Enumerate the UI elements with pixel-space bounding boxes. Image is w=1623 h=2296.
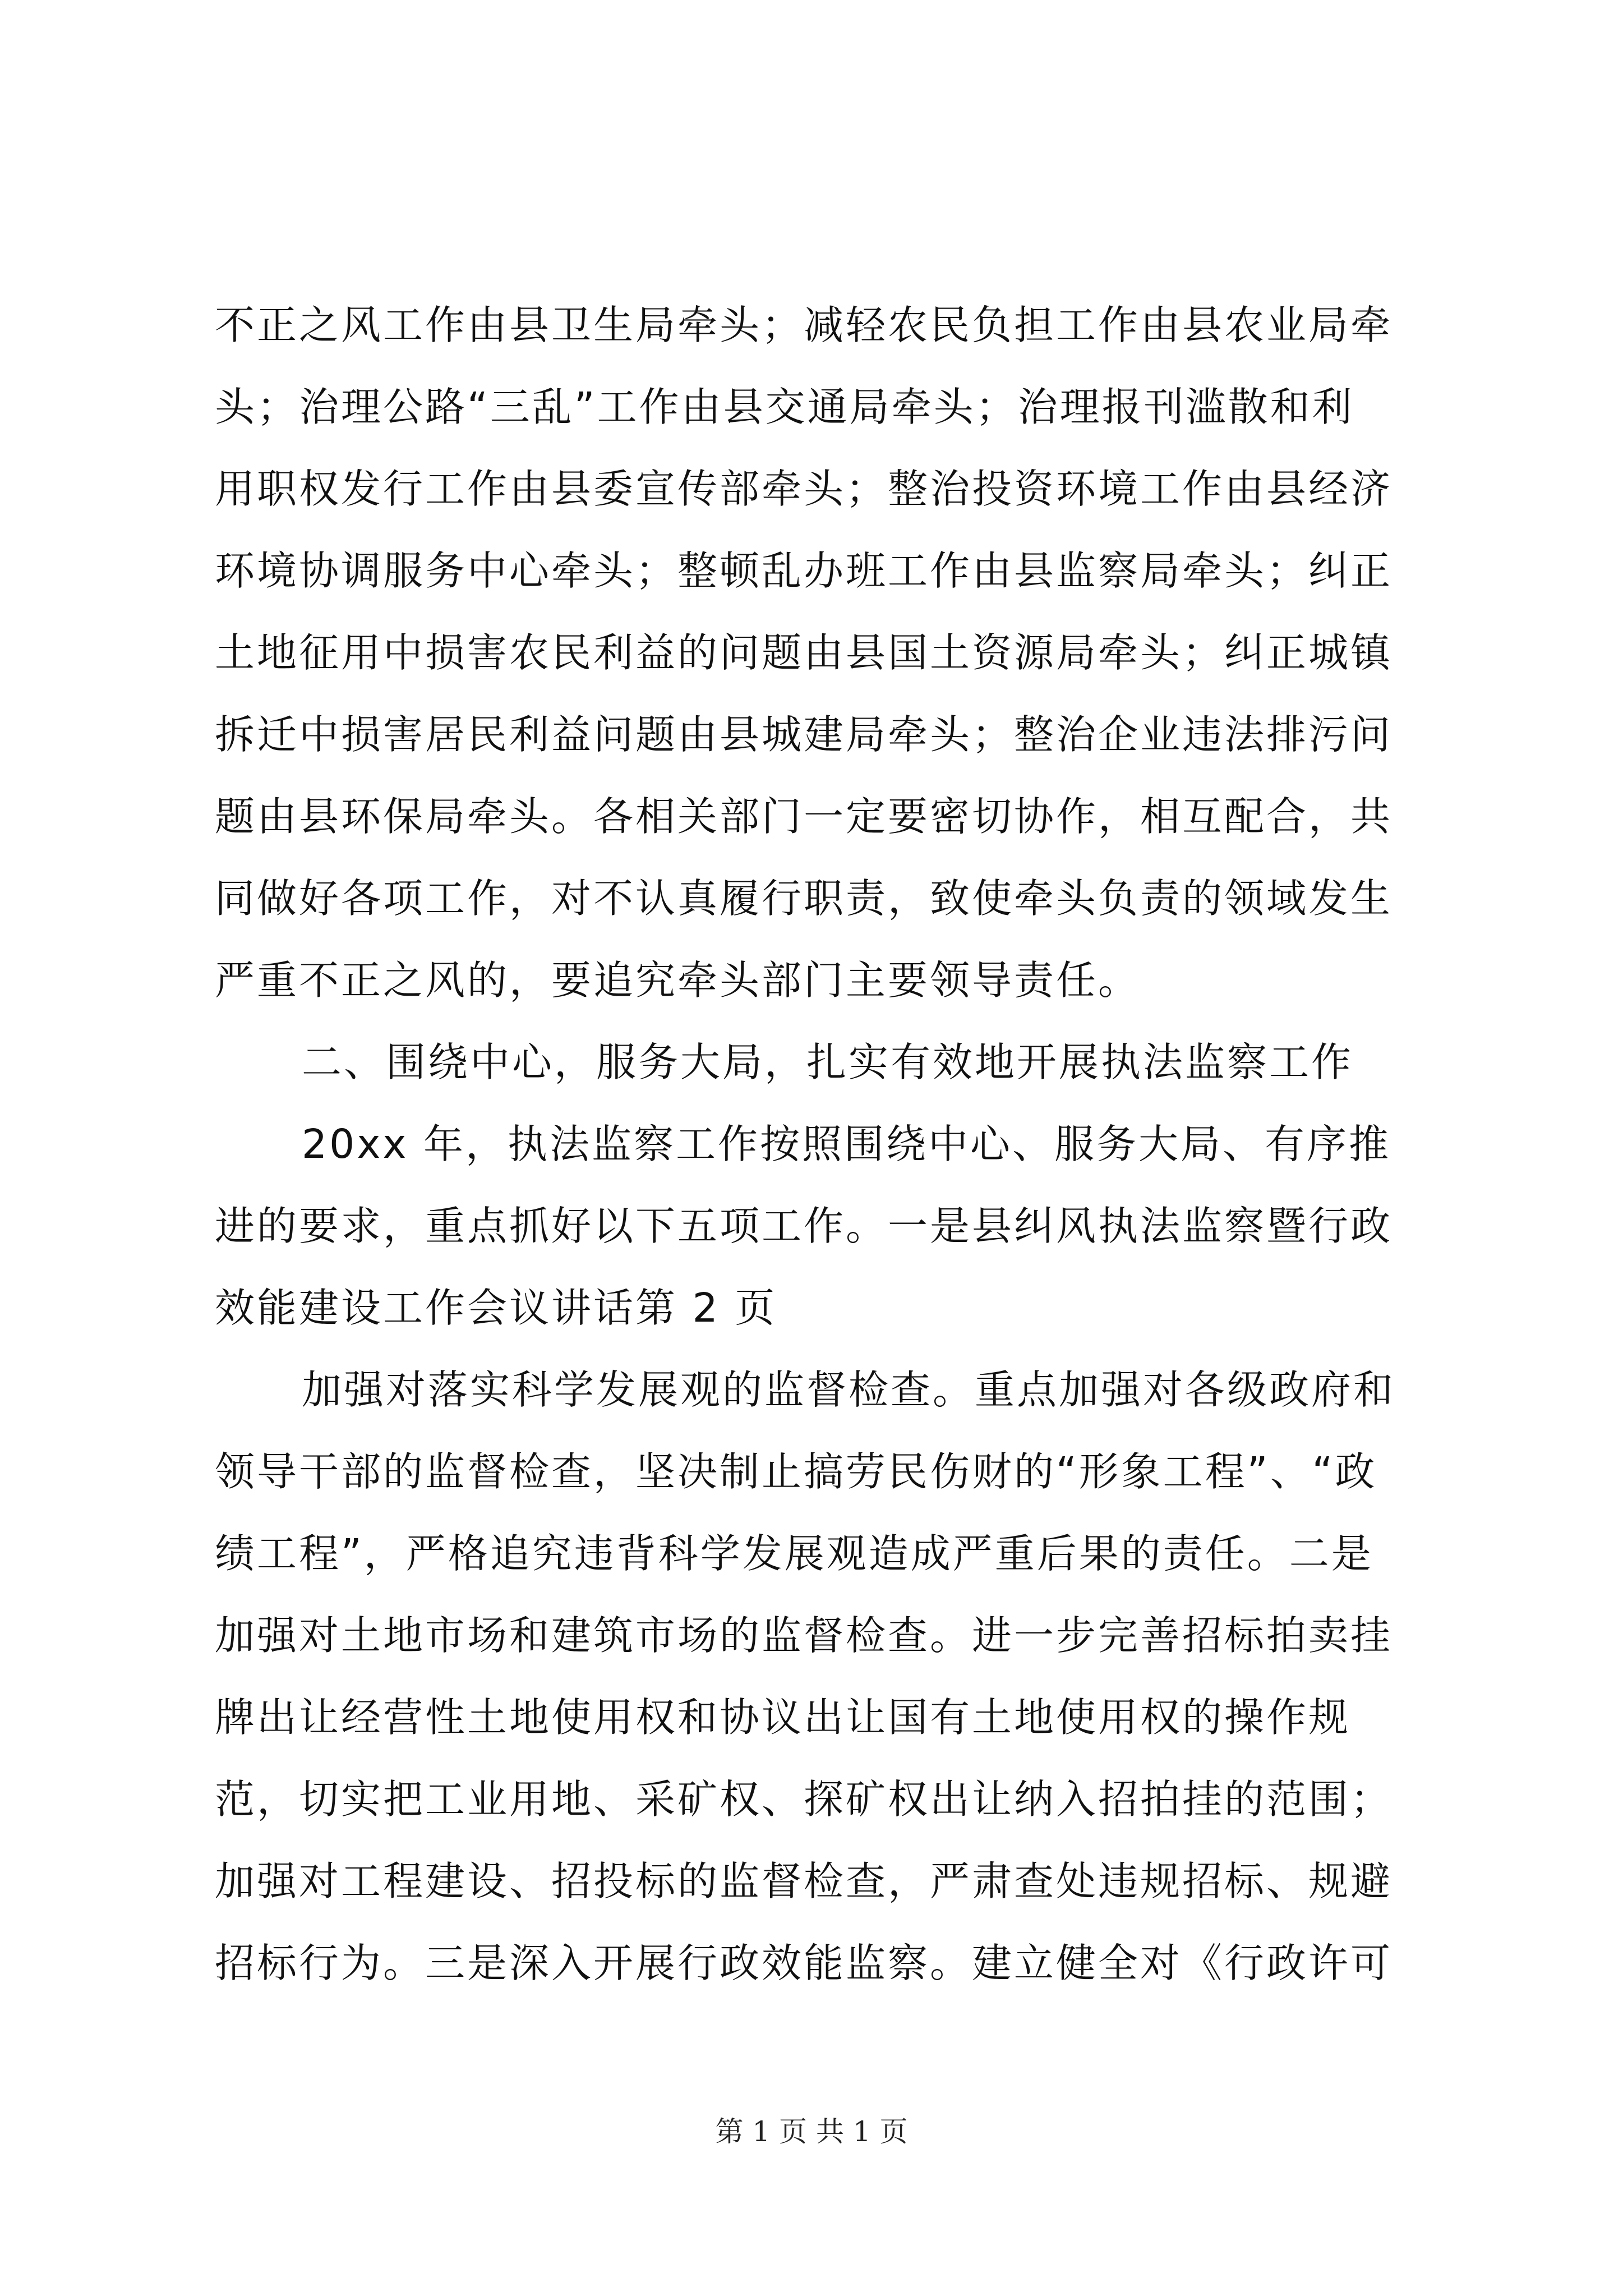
text-line: 20xx 年，执法监察工作按照围绕中心、服务大局、有序推 <box>302 1121 1391 1167</box>
text-line: 招标行为。三是深入开展行政效能监察。建立健全对《行政许可 <box>215 1940 1393 1986</box>
text-line: 头；治理公路“三乱”工作由县交通局牵头；治理报刊滥散和利 <box>215 384 1354 430</box>
text-line: 加强对土地市场和建筑市场的监督检查。进一步完善招标拍卖挂 <box>215 1612 1393 1659</box>
text-line: 进的要求，重点抓好以下五项工作。一是县纠风执法监察暨行政 <box>215 1203 1393 1249</box>
text-line: 不正之风工作由县卫生局牵头；减轻农民负担工作由县农业局牵 <box>215 302 1393 348</box>
text-line: 范，切实把工业用地、采矿权、探矿权出让纳入招拍挂的范围； <box>215 1776 1393 1823</box>
section-heading: 二、围绕中心，服务大局，扎实有效地开展执法监察工作 <box>302 1039 1354 1085</box>
text-line: 绩工程”，严格追究违背科学发展观造成严重后果的责任。二是 <box>215 1530 1373 1577</box>
text-line: 环境协调服务中心牵头；整顿乱办班工作由县监察局牵头；纠正 <box>215 547 1393 594</box>
text-line: 效能建设工作会议讲话第 2 页 <box>215 1285 777 1331</box>
text-line: 拆迁中损害居民利益问题由县城建局牵头；整治企业违法排污问 <box>215 711 1393 758</box>
text-line: 用职权发行工作由县委宣传部牵头；整治投资环境工作由县经济 <box>215 466 1393 512</box>
text-line: 题由县环保局牵头。各相关部门一定要密切协作，相互配合，共 <box>215 793 1393 840</box>
page-footer: 第 1 页 共 1 页 <box>715 2115 908 2148</box>
text-line: 加强对工程建设、招投标的监督检查，严肃查处违规招标、规避 <box>215 1858 1393 1904</box>
text-line: 同做好各项工作，对不认真履行职责，致使牵头负责的领域发生 <box>215 875 1393 922</box>
text-line: 土地征用中损害农民利益的问题由县国土资源局牵头；纠正城镇 <box>215 629 1393 676</box>
text-line: 领导干部的监督检查，坚决制止搞劳民伤财的“形象工程”、“政 <box>215 1448 1377 1495</box>
text-line: 严重不正之风的，要追究牵头部门主要领导责任。 <box>215 957 1141 1004</box>
text-line: 加强对落实科学发展观的监督检查。重点加强对各级政府和 <box>302 1366 1396 1413</box>
text-line: 牌出让经营性土地使用权和协议出让国有土地使用权的操作规 <box>215 1694 1351 1741</box>
